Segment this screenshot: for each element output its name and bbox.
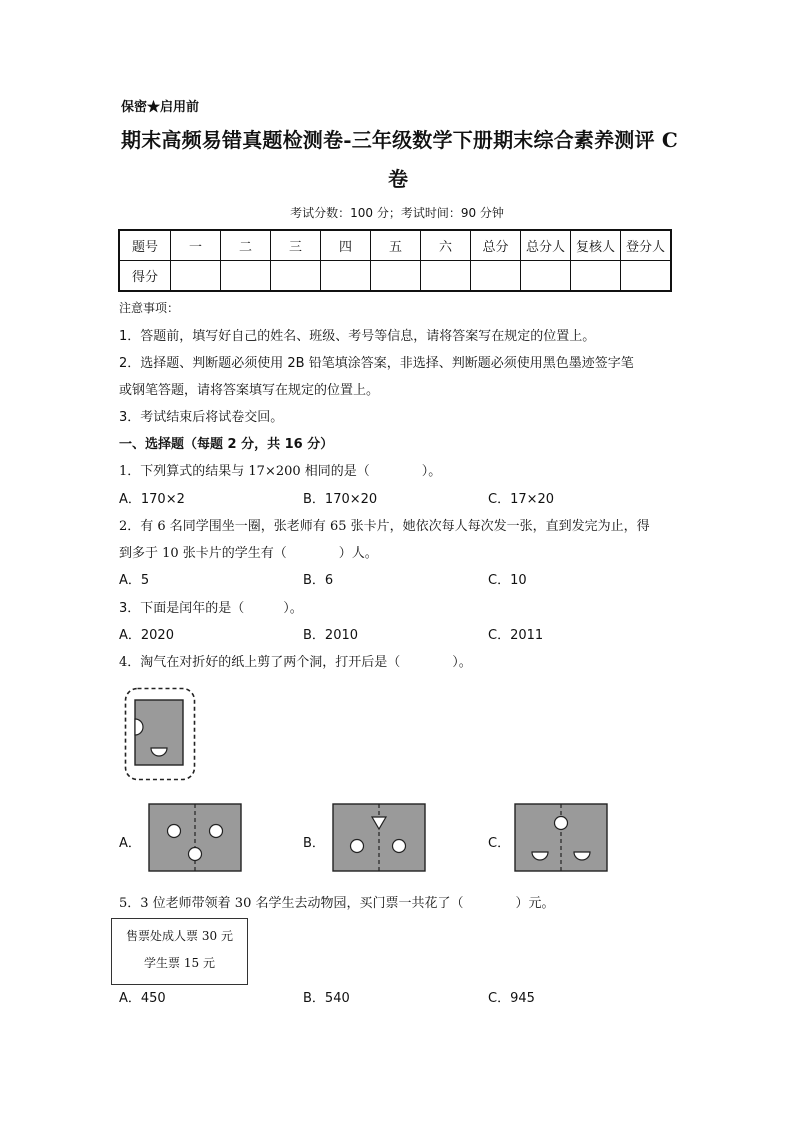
ticket-adult-price: 售票处成人票 30 元	[126, 929, 233, 943]
notes-item: 2．选择题、判断题必须使用 2B 铅笔填涂答案，非选择、判断题必须使用黑色墨迹签字笔	[119, 356, 634, 371]
option-a[interactable]: A．450	[119, 991, 166, 1006]
header-cell: 一	[171, 230, 221, 261]
exam-info: 考试分数：100 分；考试时间：90 分钟	[290, 206, 504, 220]
score-cell[interactable]	[271, 261, 321, 292]
ticket-price-box	[111, 918, 248, 985]
question-stem: 2．有 6 名同学围坐一圈，张老师有 65 张卡片，她依次每人每次发一张，直到发完为止，得	[119, 519, 650, 534]
secret-label: 保密★启用前	[121, 100, 200, 115]
notes-item: 或钢笔答题，请将答案填写在规定的位置上。	[119, 383, 380, 398]
question-stem: 1．下列算式的结果与 17×200 相同的是（ ）。	[119, 464, 442, 479]
option-c[interactable]: C．17×20	[488, 492, 555, 507]
score-cell[interactable]	[171, 261, 221, 292]
header-cell: 四	[321, 230, 371, 261]
header-cell: 复核人	[571, 230, 621, 261]
score-cell[interactable]	[421, 261, 471, 292]
score-cell[interactable]	[571, 261, 621, 292]
score-cell[interactable]	[621, 261, 672, 292]
option-a-figure[interactable]	[148, 803, 243, 873]
header-cell: 三	[271, 230, 321, 261]
row-label-cell: 得分	[119, 261, 171, 292]
score-cell[interactable]	[371, 261, 421, 292]
option-b[interactable]: B．6	[303, 573, 334, 588]
header-cell: 总分人	[521, 230, 571, 261]
option-c-label[interactable]: C．	[488, 836, 511, 851]
score-cell[interactable]	[471, 261, 521, 292]
option-b[interactable]: B．170×20	[303, 492, 378, 507]
question-stem-continued: 到多于 10 张卡片的学生有（ ）人。	[119, 546, 378, 561]
page-title-continued: 卷	[388, 167, 408, 191]
score-cell[interactable]	[521, 261, 571, 292]
header-cell: 五	[371, 230, 421, 261]
option-b-label[interactable]: B．	[303, 836, 325, 851]
header-cell: 二	[221, 230, 271, 261]
page-title: 期末高频易错真题检测卷-三年级数学下册期末综合素养测评 C	[121, 128, 678, 152]
option-a[interactable]: A．2020	[119, 628, 174, 643]
question-stem: 5．3 位老师带领着 30 名学生去动物园，买门票一共花了（ ）元。	[119, 896, 555, 911]
question-stem: 4．淘气在对折好的纸上剪了两个洞，打开后是（ ）。	[119, 655, 472, 670]
score-cell[interactable]	[321, 261, 371, 292]
option-b-figure[interactable]	[332, 803, 427, 873]
option-c[interactable]: C．945	[488, 991, 535, 1006]
header-cell: 登分人	[621, 230, 672, 261]
option-b[interactable]: B．2010	[303, 628, 359, 643]
header-cell: 六	[421, 230, 471, 261]
score-table-score-row	[119, 261, 671, 292]
option-a[interactable]: A．5	[119, 573, 150, 588]
option-c[interactable]: C．10	[488, 573, 527, 588]
notes-item: 3．考试结束后将试卷交回。	[119, 410, 284, 425]
score-table-header-row	[119, 230, 671, 261]
ticket-student-price: 学生票 15 元	[144, 956, 215, 970]
section-title: 一、选择题（每题 2 分，共 16 分）	[119, 437, 334, 452]
folded-paper-figure	[124, 687, 196, 781]
header-cell: 题号	[119, 230, 171, 261]
question-stem: 3．下面是闰年的是（ ）。	[119, 601, 303, 616]
score-cell[interactable]	[221, 261, 271, 292]
notes-item: 1．答题前，填写好自己的姓名、班级、考号等信息，请将答案写在规定的位置上。	[119, 329, 596, 344]
score-table	[118, 229, 672, 292]
header-cell: 总分	[471, 230, 521, 261]
option-a-label[interactable]: A．	[119, 836, 141, 851]
option-c[interactable]: C．2011	[488, 628, 544, 643]
option-a[interactable]: A．170×2	[119, 492, 185, 507]
option-b[interactable]: B．540	[303, 991, 350, 1006]
notes-title: 注意事项：	[119, 301, 180, 315]
option-c-figure[interactable]	[514, 803, 609, 873]
